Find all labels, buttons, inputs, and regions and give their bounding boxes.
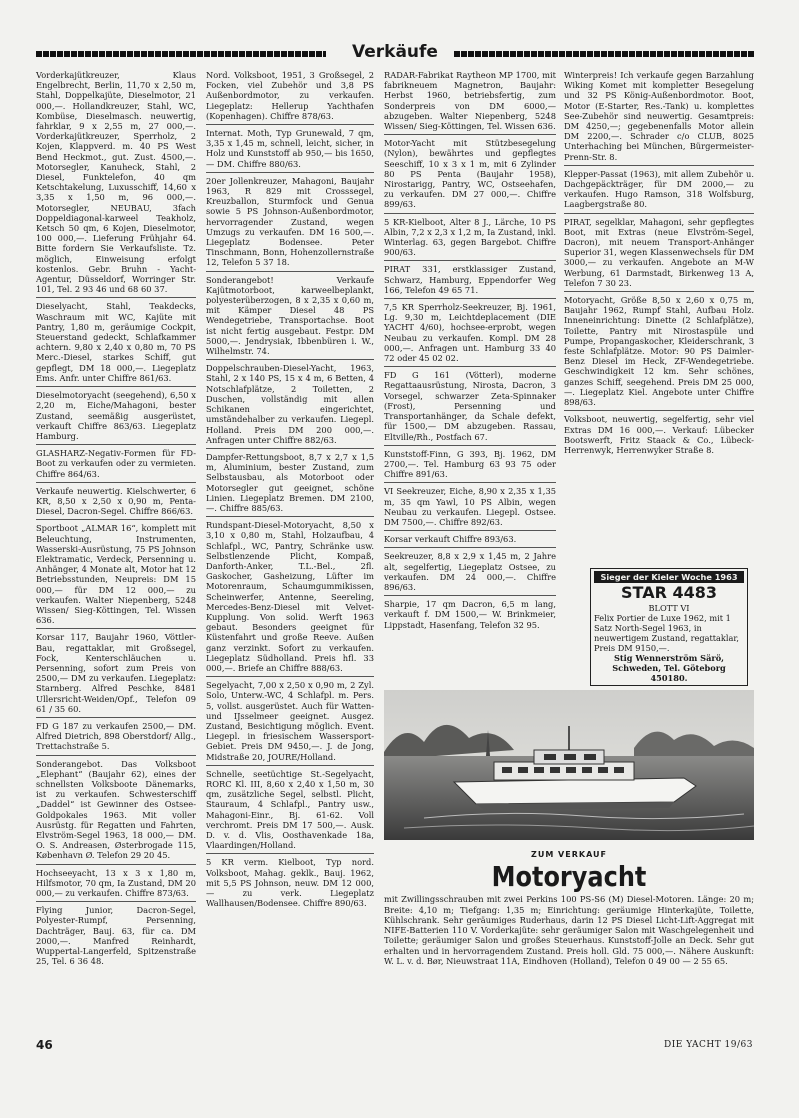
classified-ad: Schnelle, seetüchtige St.-Segelyacht, RORC Kl. III, 8,60 x 2,40 x 1,50 m, 30 qm, zusätzliche Segel, selbstl. Plicht, Stauraum, 4 Schlafpl., Pantry usw., Mahagoni-Einr., Bj. 61-62. Voll verchromt. Preis DM 17 500,—. Ausk. D. v. d. Vlis, Oosthavenkade 18a, Vlaardingen/Holland. — [206, 769, 374, 855]
column-3 — [384, 70, 556, 636]
header-rule-left — [36, 51, 326, 57]
page-number: 46 — [36, 1038, 53, 1052]
classified-ad: Winterpreis! Ich verkaufe gegen Barzahlung Wiking Komet mit kompletter Besegelung und 32 PS König-Außenbordmotor. Boot, Motor (E-Starter, Res.-Tank) u. komplettes See-Zubehör sind neuwertig. Gesamtpreis: DM 4250,—; gegebenenfalls Motor allein DM 2200,—. Schrader c/o CLUB, 8025 Unterhaching bei München, Bürgermeister-Prenn-Str. 8. — [564, 70, 754, 166]
classified-ad: Dieselmotoryacht (seegehend), 6,50 x 2,20 m, Eiche/Mahagoni, bester Zustand, seemäßig ausgerüstet, verkauft Chiffre 863/63. Liegeplatz Hamburg. — [36, 390, 196, 445]
column-2 — [206, 70, 374, 914]
classified-ad: Sharpie, 17 qm Dacron, 6,5 m lang, verkauft f. DM 1500,— W. Brinkmeier, Lippstadt, Hasenfang, Telefon 32 95. — [384, 599, 556, 630]
header-rule-right — [454, 51, 754, 57]
star-ad-headline: Sieger der Kieler Woche 1963 — [594, 571, 744, 583]
star-ad-blott: BLOTT VI — [648, 603, 690, 613]
classified-ad: Doppelschrauben-Diesel-Yacht, 1963, Stahl, 2 x 140 PS, 15 x 4 m, 6 Betten, 4 Notschlafplätze, 2 Toiletten, 2 Duschen, vollständig mit allen Schikanen eingerichtet, umständehalber zu verkaufen. Liegepl. Holland. Preis DM 200 000,—. Anfragen unter Chiffre 882/63. — [206, 363, 374, 449]
section-header — [36, 44, 754, 64]
classified-ad: Internat. Moth, Typ Grunewald, 7 qm, 3,35 x 1,45 m, schnell, leicht, sicher, in Holz und Kunststoff ab 950,— bis 1650,— DM. Chiffre 880/63. — [206, 128, 374, 173]
classified-ad: Dieselyacht, Stahl, Teakdecks, Waschraum mit WC, Kajüte mit Pantry, 1,80 m, geräumige Cockpit, Steuerstand gedeckt, Schlafkammer achtern. 9,80 x 2,40 x 0,80 m, 70 PS Merc.-Diesel, starkes Schiff, gut gepflegt, DM 18 000,—. Liegeplatz Ems. Anfr. unter Chiffre 861/63. — [36, 301, 196, 387]
classified-ad: Klepper-Passat (1963), mit allem Zubehör u. Dachgepäckträger, für DM 2000,— zu verkaufen. Hugo Ramson, 318 Wolfsburg, Laagbergstraße 80. — [564, 169, 754, 214]
motoryacht-ad-kicker: ZUM VERKAUF — [531, 850, 607, 859]
classified-ad: Segelyacht, 7,00 x 2,50 x 0,90 m, 2 Zyl. Solo, Unterw.-WC, 4 Schlafpl. m. Pers. 5, vollst. ausgerüstet. Auch für Watten- und IJsselmeer geeignet. Ausgez. Zustand, Besichtigung möglich. Event. Liegepl. in friesischem Wassersport-Gebiet. Preis DM 9450,—. J. de Jong, Midstraße 20, JOURE/Holland. — [206, 680, 374, 766]
classified-ad: 20er Jollenkreuzer, Mahagoni, Baujahr 1963, R 829 mit Crosssegel, Kreuzballon, Sturmfock und Genua sowie 5 PS Johnson-Außenbordmotor, hervorragender Zustand, wegen Umzugs zu verkaufen. DM 16 500,—. Liegeplatz Bodensee. Peter Tinschmann, Bonn, Hohenzollernstraße 12, Telefon 5 37 18. — [206, 176, 374, 272]
classified-ad: RADAR-Fabrikat Raytheon MP 1700, mit fabrikneuem Magnetron, Baujahr: Herbst 1960, betriebsfertig, zum Sonderpreis von DM 6000,— abzugeben. Walter Niepenberg, 5248 Wissen/ Sieg-Köttingen, Tel. Wissen 636. — [384, 70, 556, 135]
classified-ad: Volksboot, neuwertig, segelfertig, sehr viel Extras DM 16 000,—. Verkauf: Lübecker Bootswerft, Fritz Staack & Co., Lübeck-Herrenwyk, Herrenwyker Straße 8. — [564, 414, 754, 455]
classified-ad: Rundspant-Diesel-Motoryacht, 8,50 x 3,10 x 0,80 m, Stahl, Holzaufbau, 4 Schlafpl., WC, Pantry, Schränke usw. Selbstlenzende Plicht, Kompaß, Danforth-Anker, T.L.-Bel., 2fl. Gaskocher, Gasheizung, Lüfter im Motorenraum, Schaumgummikissen, Scheinwerfer, Antenne, Seereling, Mercedes-Benz-Diesel mit Velvet-Kupplung. Von solid. Werft 1963 gebaut. Besonders geeignet für Küstenfahrt und große Reeve. Außen ganz verzinkt. Sofort zu verkaufen. Liegeplatz Südholland. Preis hfl. 33 000,—. Briefe an Chiffre 888/63. — [206, 520, 374, 677]
classified-ad: FD G 187 zu verkaufen 2500,— DM. Alfred Dietrich, 898 Oberstdorf/ Allg., Trettachstraße 5. — [36, 721, 196, 756]
motoryacht-ad-text: mit Zwillingsschrauben mit zwei Perkins 100 PS-S6 (M) Diesel-Motoren. Länge: 20 m; Breite: 4,10 m; Tiefgang: 1,35 m; Einrichtung: geräumige Hinterkajüte, Toilette, Kühlschrank. Sehr geräumiges Ruderhaus, darin 12 PS Diesel Licht-Lift-Aggregat mit NIFE-Batterien 110 V. Vorderkajüte: sehr geräumiger Salon mit Waschgelegenheit und Toilette; geräumiger Salon und großes Steuerhaus. Kunststoff-Jolle an Deck. Sehr gut erhalten und in hervorragendem Zustand. Preis holl. Gld. 75 000,—. Nähere Auskunft: W. L. v. d. Bør, Nieuwstraat 11A, Eindhoven (Holland), Telefon 0 49 00 — 2 55 65. — [384, 894, 754, 967]
classified-ad: Sonderangebot! Verkaufe Kajütmotorboot, karweelbeplankt, polyesterüberzogen, 8 x 2,35 x 0,60 m, mit Kämper Diesel 48 PS Wendegetriebe, Transportachse. Boot ist nicht fertig ausgebaut. Festpr. DM 5000,—. Jendrysiak, Ibbenbüren i. W., Wilhelmstr. 74. — [206, 275, 374, 361]
classified-ad: Korsar verkauft Chiffre 893/63. — [384, 534, 556, 548]
classified-ad: PIRAT 331, erstklassiger Zustand, Schwarz, Hamburg, Eppendorfer Weg 166, Telefon 49 65 71. — [384, 264, 556, 299]
classified-ad: Seekreuzer, 8,8 x 2,9 x 1,45 m, 2 Jahre alt, segelfertig, Liegeplatz Ostsee, zu verkaufen. DM 24 000,—. Chiffre 896/63. — [384, 551, 556, 596]
classified-ad: Nord. Volksboot, 1951, 3 Großsegel, 2 Focken, viel Zubehör und 3,8 PS Außenbordmotor, zu verkaufen. Liegeplatz: Hellerup Yachthafen (Kopenhagen). Chiffre 878/63. — [206, 70, 374, 125]
classified-ad: Flying Junior, Dacron-Segel, Polyester-Rumpf, Persenning, Dachträger, Bauj. 63, für ca. DM 2000,—. Manfred Reinhardt, Wuppertal-Langerfeld, Spitzenstraße 25, Tel. 6 36 48. — [36, 905, 196, 967]
classified-ad: VI Seekreuzer, Eiche, 8,90 x 2,35 x 1,35 m, 35 qm Yawl, 10 PS Albin, wegen Neubau zu verkaufen. Liegepl. Ostsee. DM 7500,—. Chiffre 892/63. — [384, 486, 556, 531]
classified-ad: 7,5 KR Sperrholz-Seekreuzer, Bj. 1961, Lg. 9,30 m, Leichtdeplacement (DIE YACHT 4/60), hochsee-erprobt, wegen Neubau zu verkaufen. Kompl. DM 28 000,—. Anfragen unt. Hamburg 33 40 72 oder 45 02 02. — [384, 302, 556, 367]
classified-ad: FD G 161 (Vötterl), moderne Regattaausrüstung, Nirosta, Dacron, 3 Vorsegel, schwarzer Zeta-Spinnaker (Frost), Persenning und Transportanhänger, da Schale defekt, für 1500,— DM abzugeben. Rassau, Eltville/Rh., Postfach 67. — [384, 370, 556, 445]
column-1 — [36, 70, 196, 972]
classified-ad: Motoryacht, Größe 8,50 x 2,60 x 0,75 m, Baujahr 1962, Rumpf Stahl, Aufbau Holz. Inneneinrichtung: Dinette (2 Schlafplätze), Toilette, Pantry mit Nirostaspüle und Pumpe, Propangaskocher, Kleiderschrank, 3 feste Schlafplätze. Motor: 90 PS Daimler-Benz Diesel im Heck, ZF-Wendegetriebe. Geschwindigkeit 12 km. Sehr schönes, ganzes Schiff, seegehend. Preis DM 25 000,—. Liegeplatz Kiel. Angebote unter Chiffre 898/63. — [564, 295, 754, 411]
motoryacht-ad — [384, 846, 754, 966]
star-ad-text: Felix Portier de Luxe 1962, mit 1 Satz North-Segel 1963, in neuwertigem Zustand, regattaklar, Preis DM 9150,—. — [594, 613, 739, 653]
star-4483-ad — [590, 568, 748, 686]
classified-ad: 5 KR verm. Kielboot, Typ nord. Volksboot, Mahag. geklk., Bauj. 1962, mit 5,5 PS Johnson, neuw. DM 12 000,— zu verk. Liegeplatz Wallhausen/Bodensee. Chiffre 890/63. — [206, 857, 374, 909]
motor-yacht-photo — [384, 690, 754, 840]
motor-yacht-illustration — [384, 690, 754, 840]
classified-ad: Vorderkajütkreuzer, Klaus Engelbrecht, Berlin, 11,70 x 2,50 m, Stahl, Doppelkajüte, Dieselmotor, 21 000,—. Hollandkreuzer, Stahl, WC, Kombüse, Dieselmasch. neuwertig, fahrklar, 9 x 2,55 m, 27 000,—. Vorderkajütkreuzer, Sperrholz, 2 Kojen, Klappverd. m. 40 PS West Bend Heckmot., gut. Zust. 4500,—. Motorsegler, Kanuheck, Stahl, 2 Diesel, Funktelefon, 40 qm Ketschtakelung, Luxusschiff, 14,60 x 3,35 x 1,50 m, 96 000,—. Motorsegler, NEUBAU, 3fach Doppeldiagonal-karweel Teakholz, Ketsch 50 qm, 6 Kojen, Dieselmotor, 100 000,—. Lieferung Frühjahr 64. Bitte fordern Sie Verkaufsliste. Tz. möglich, Einweisung erfolgt kostenlos. Gebr. Bruhn - Yacht-Agentur, Düsseldorf, Worringer Str. 101, Tel. 2 93 46 und 68 60 37. — [36, 70, 196, 298]
motoryacht-ad-title: Motoryacht — [491, 861, 647, 894]
classified-ad: Motor-Yacht mit Stützbesegelung (Nylon), bewährtes und gepflegtes Seeschiff, 10 x 3 x 1 m, mit 6 Zylinder 80 PS Penta (Baujahr 1958), Nirostarigg, Pantry, WC, Ostseehafen, zu verkaufen. DM 27 000,—. Chiffre 899/63. — [384, 138, 556, 213]
classified-ad: GLASHARZ-Negativ-Formen für FD-Boot zu verkaufen oder zu vermieten. Chiffre 864/63. — [36, 448, 196, 483]
classified-ad: Kunststoff-Finn, G 393, Bj. 1962, DM 2700,—. Tel. Hamburg 63 93 75 oder Chiffre 891/63. — [384, 449, 556, 484]
star-ad-name: STAR 4483 — [621, 583, 717, 602]
column-4 — [564, 70, 754, 461]
classified-ad: Sportboot „ALMAR 16“, komplett mit Beleuchtung, Instrumenten, Wasserski-Ausrüstung, 75 PS Johnson Elektramatic, Verdeck, Persenning u. Anhänger, 4 Monate alt, Motor hat 12 Betriebsstunden, Neupreis: DM 15 000,— für DM 12 000,— zu verkaufen. Walter Niepenberg, 5248 Wissen/ Sieg-Köttingen, Tel. Wissen 636. — [36, 523, 196, 629]
classified-ad: Sonderangebot. Das Volksboot „Elephant“ (Baujahr 62), eines der schnellsten Volksboote Dänemarks, ist zu verkaufen. Schwesterschiff „Daddel“ ist Gewinner des Ostsee-Goldpokales 1963. Mit voller Ausrüstg. für Regatten und Fahrten, Elvström-Segel 1963, 18 000,— DM. O. S. Andreasen, Østerbrogade 115, København Ø. Telefon 29 20 45. — [36, 759, 196, 865]
classified-ad: Hochseeyacht, 13 x 3 x 1,80 m, Hilfsmotor, 70 qm, Ia Zustand, DM 20 000,— zu verkaufen. Chiffre 873/63. — [36, 868, 196, 903]
classified-ad: Verkaufe neuwertig. Kielschwerter, 6 KR, 8,50 x 2,50 x 0,90 m, Penta-Diesel, Dacron-Segel. Chiffre 866/63. — [36, 486, 196, 521]
star-ad-contact: Stig Wennerström Särö, Schweden, Tel. Göteborg 450180. — [612, 653, 726, 683]
section-title: Verkäufe — [352, 42, 438, 62]
classified-ad: Korsar 117, Baujahr 1960, Vöttler-Bau, regattaklar, mit Großsegel, Fock, Kenterschläuchen u. Persenning, sofort zum Preis von 2500,— DM zu verkaufen. Liegeplatz: Starnberg. Alfred Peschke, 8481 Ullersricht-Weiden/Opf., Telefon 09 61 / 35 60. — [36, 632, 196, 718]
classified-ad: 5 KR-Kielboot, Alter 8 J., Lärche, 10 PS Albin, 7,2 x 2,3 x 1,2 m, Ia Zustand, inkl. Winterlag. 63, gegen Bargebot. Chiffre 900/63. — [384, 217, 556, 262]
classified-ad: Dampfer-Rettungsboot, 8,7 x 2,7 x 1,5 m, Aluminium, bester Zustand, zum Selbstausbau, als Motorboot oder Motorsegler gut geeignet, schöne Linien. Liegeplatz Bremen. DM 2100,—. Chiffre 885/63. — [206, 452, 374, 517]
classified-ad: PIRAT, segelklar, Mahagoni, sehr gepflegtes Boot, mit Extras (neue Elvström-Segel, Dacron), mit neuem Transport-Anhänger Superior 31, wegen Klassenwechsels für DM 3000,— zu verkaufen. Angebote an M-W Werbung, 61 Darmstadt, Birkenweg 13 A, Telefon 7 30 23. — [564, 217, 754, 292]
issue-label: DIE YACHT 19/63 — [664, 1040, 753, 1050]
